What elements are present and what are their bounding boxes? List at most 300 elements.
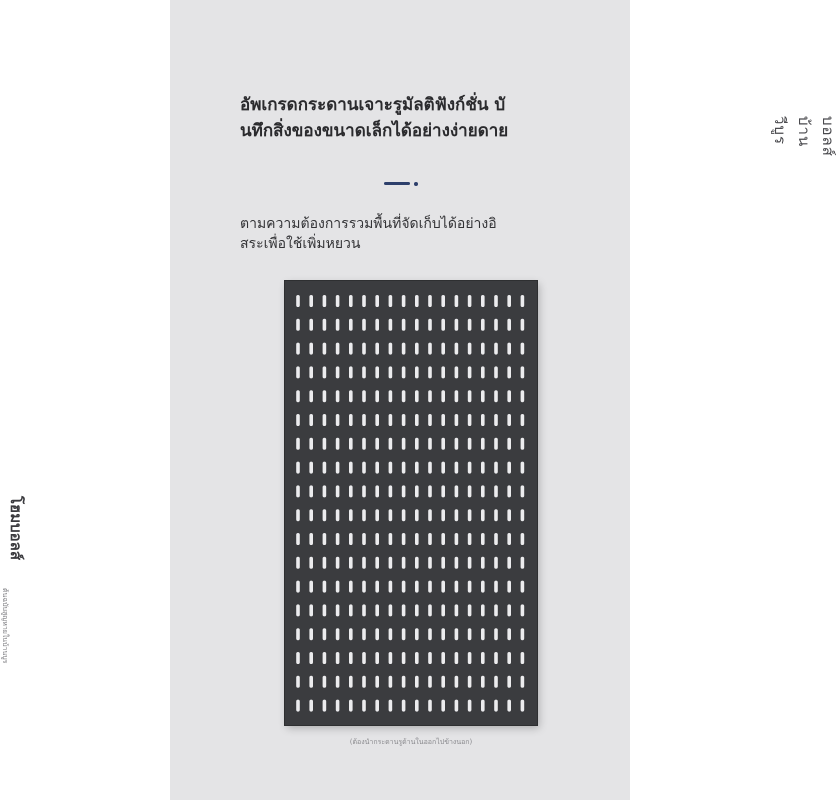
pegboard-slot: [521, 366, 525, 378]
pegboard-slot: [362, 581, 366, 593]
pegboard-slot: [415, 319, 419, 331]
pegboard-slot: [494, 604, 498, 616]
pegboard-slot: [428, 295, 432, 307]
pegboard-slot: [296, 533, 300, 545]
pegboard-slot: [415, 700, 419, 712]
pegboard-slot: [441, 438, 445, 450]
pegboard-slot: [441, 652, 445, 664]
pegboard-slot: [336, 533, 340, 545]
pegboard-slot: [428, 343, 432, 355]
pegboard-slot: [309, 533, 313, 545]
pegboard-slot: [441, 557, 445, 569]
pegboard-slot: [415, 509, 419, 521]
pegboard-slot: [441, 414, 445, 426]
pegboard-slot: [507, 295, 511, 307]
subheadline-line-1: ตามความต้องการรวมพื้นที่จัดเก็บได้อย่างอิ: [240, 216, 497, 232]
pegboard-slot: [336, 343, 340, 355]
pegboard-slot: [402, 533, 406, 545]
pegboard-slot: [507, 628, 511, 640]
pegboard-slot: [468, 509, 472, 521]
pegboard-slot: [389, 533, 393, 545]
pegboard-slot: [415, 628, 419, 640]
pegboard-slot: [323, 295, 327, 307]
pegboard-slot: [468, 652, 472, 664]
pegboard-slot: [402, 581, 406, 593]
image-caption: (ต้องนำกระดานรูด้านในออกไปข้างนอก): [349, 738, 473, 746]
pegboard-slot: [349, 414, 353, 426]
pegboard-slot: [309, 414, 313, 426]
pegboard-slot: [349, 485, 353, 497]
pegboard-slot: [441, 366, 445, 378]
pegboard-slot: [349, 581, 353, 593]
pegboard-slot: [507, 676, 511, 688]
pegboard-slot: [402, 628, 406, 640]
pegboard-slot: [428, 533, 432, 545]
pegboard-slot: [375, 652, 379, 664]
pegboard-slot: [375, 676, 379, 688]
pegboard-slot: [323, 628, 327, 640]
pegboard-slot: [428, 509, 432, 521]
pegboard-slot: [336, 319, 340, 331]
pegboard-slot: [455, 462, 459, 474]
pegboard-slot: [481, 462, 485, 474]
pegboard-slot: [521, 604, 525, 616]
pegboard-slot: [389, 485, 393, 497]
pegboard-slot: [455, 509, 459, 521]
pegboard-slot: [402, 509, 406, 521]
pegboard-slot: [362, 628, 366, 640]
pegboard-slot: [362, 509, 366, 521]
pegboard-slot: [441, 628, 445, 640]
pegboard-slot: [455, 557, 459, 569]
pegboard-slot: [468, 343, 472, 355]
pegboard-slot: [441, 676, 445, 688]
pegboard-slot: [336, 652, 340, 664]
pegboard-slot: [455, 676, 459, 688]
pegboard-slot: [455, 604, 459, 616]
pegboard-slot: [309, 509, 313, 521]
pegboard-slot: [402, 676, 406, 688]
pegboard-slot: [349, 652, 353, 664]
pegboard-slot: [362, 319, 366, 331]
pegboard-slot: [336, 438, 340, 450]
pegboard-slot: [428, 414, 432, 426]
pegboard-slot: [507, 700, 511, 712]
pegboard-slot: [389, 604, 393, 616]
pegboard-slot: [507, 604, 511, 616]
pegboard-slot: [309, 676, 313, 688]
pegboard-slot: [323, 366, 327, 378]
pegboard-slot: [494, 438, 498, 450]
pegboard-slot: [389, 462, 393, 474]
pegboard-slot: [296, 319, 300, 331]
pegboard-slot: [309, 295, 313, 307]
pegboard-slot: [362, 557, 366, 569]
pegboard-slot: [375, 533, 379, 545]
pegboard-slot: [349, 604, 353, 616]
pegboard-slot: [402, 390, 406, 402]
pegboard-slot: [468, 533, 472, 545]
pegboard-slot: [468, 676, 472, 688]
pegboard-slot: [441, 509, 445, 521]
pegboard-slot: [375, 557, 379, 569]
pegboard-slot: [494, 343, 498, 355]
pegboard-slot: [455, 533, 459, 545]
pegboard-slot: [362, 485, 366, 497]
pegboard-slot: [309, 652, 313, 664]
pegboard-slot: [494, 509, 498, 521]
pegboard-slot: [402, 462, 406, 474]
pegboard-slot: [468, 462, 472, 474]
pegboard-slot: [428, 581, 432, 593]
pegboard-slot: [415, 438, 419, 450]
pegboard-slot: [389, 390, 393, 402]
pegboard-slot: [521, 676, 525, 688]
pegboard-slot: [494, 390, 498, 402]
pegboard-slot: [521, 438, 525, 450]
pegboard-slot: [375, 485, 379, 497]
pegboard-slot: [455, 343, 459, 355]
pegboard-slot: [402, 343, 406, 355]
pegboard-slot: [428, 438, 432, 450]
right-vertical-text: [768, 116, 840, 179]
pegboard-slot: [362, 652, 366, 664]
pegboard-slot: [336, 676, 340, 688]
pegboard-slot: [336, 628, 340, 640]
accent-divider: [384, 182, 410, 185]
pegboard-slot: [494, 700, 498, 712]
right-vertical-word-1: บอลส์: [819, 116, 837, 157]
pegboard-slot: [468, 581, 472, 593]
pegboard-slot: [336, 414, 340, 426]
pegboard-slot: [481, 581, 485, 593]
pegboard-slot: [362, 700, 366, 712]
pegboard-slot: [323, 700, 327, 712]
pegboard-slot: [415, 533, 419, 545]
pegboard-slot: [402, 295, 406, 307]
pegboard-slot: [455, 366, 459, 378]
pegboard-slot: [415, 343, 419, 355]
pegboard-slot: [375, 628, 379, 640]
pegboard-slot: [428, 676, 432, 688]
pegboard-slot: [349, 438, 353, 450]
pegboard-slot: [507, 462, 511, 474]
pegboard-slot: [375, 462, 379, 474]
subheadline-line-2: สระเพื่อใช้เพิ่มหยวน: [240, 236, 361, 252]
pegboard-slot: [362, 676, 366, 688]
pegboard-slot: [309, 628, 313, 640]
pegboard-slot: [481, 509, 485, 521]
pegboard-slot: [389, 438, 393, 450]
pegboard-slot: [494, 533, 498, 545]
pegboard-slot: [455, 485, 459, 497]
pegboard-slot: [349, 509, 353, 521]
headline-line-1: อัพเกรดกระดานเจาะรูมัลติฟังก์ชั่น บั: [240, 95, 506, 115]
pegboard-slot: [296, 557, 300, 569]
pegboard-slot: [455, 700, 459, 712]
pegboard-slot: [323, 485, 327, 497]
pegboard-slot: [468, 628, 472, 640]
pegboard-slot: [468, 604, 472, 616]
pegboard-slot: [349, 676, 353, 688]
pegboard-slot: [481, 652, 485, 664]
pegboard-slot: [349, 557, 353, 569]
pegboard-slot: [428, 462, 432, 474]
pegboard-slot: [455, 295, 459, 307]
pegboard-slot: [362, 343, 366, 355]
pegboard-slot: [402, 414, 406, 426]
pegboard-slot: [362, 414, 366, 426]
pegboard-slot: [336, 462, 340, 474]
pegboard-slot: [521, 533, 525, 545]
pegboard-slot: [415, 485, 419, 497]
pegboard-slot: [481, 700, 485, 712]
pegboard-slot: [521, 557, 525, 569]
pegboard-slot: [389, 676, 393, 688]
pegboard-slot: [375, 414, 379, 426]
pegboard-slot: [362, 533, 366, 545]
pegboard-slot: [494, 319, 498, 331]
pegboard-slot: [481, 414, 485, 426]
pegboard-slot: [468, 557, 472, 569]
pegboard-slot: [309, 557, 313, 569]
pegboard-slot: [494, 485, 498, 497]
pegboard-slot: [494, 676, 498, 688]
pegboard-slot: [468, 366, 472, 378]
pegboard-slot: [323, 414, 327, 426]
pegboard-slot: [389, 628, 393, 640]
pegboard-slot: [296, 343, 300, 355]
pegboard-slot: [323, 509, 327, 521]
pegboard-slot: [375, 366, 379, 378]
pegboard-slot: [349, 366, 353, 378]
pegboard-slot: [349, 700, 353, 712]
pegboard-slot: [468, 438, 472, 450]
pegboard-slot: [349, 390, 353, 402]
pegboard-slot: [494, 295, 498, 307]
pegboard-slot: [309, 604, 313, 616]
pegboard-slot: [428, 652, 432, 664]
pegboard-slot: [521, 509, 525, 521]
pegboard-slot: [336, 485, 340, 497]
pegboard-slot: [521, 295, 525, 307]
pegboard-slot: [375, 343, 379, 355]
pegboard-slot: [309, 319, 313, 331]
pegboard-slot: [296, 414, 300, 426]
pegboard-slot: [468, 485, 472, 497]
pegboard-slot: [323, 652, 327, 664]
pegboard-slot: [402, 604, 406, 616]
pegboard-slot: [441, 462, 445, 474]
pegboard-slot: [336, 604, 340, 616]
pegboard-slot: [507, 319, 511, 331]
pegboard-slot: [309, 700, 313, 712]
pegboard-slot: [323, 581, 327, 593]
pegboard-slot: [389, 343, 393, 355]
pegboard-slot: [375, 390, 379, 402]
pegboard-slot: [323, 438, 327, 450]
pegboard-slot: [296, 485, 300, 497]
pegboard-slot: [389, 581, 393, 593]
pegboard-slot: [441, 533, 445, 545]
pegboard-slot: [309, 485, 313, 497]
pegboard-slot: [349, 628, 353, 640]
pegboard-slot: [468, 700, 472, 712]
pegboard-slot: [481, 343, 485, 355]
pegboard-slot: [494, 581, 498, 593]
pegboard-slot: [362, 438, 366, 450]
pegboard-slot: [481, 319, 485, 331]
pegboard-slot: [481, 533, 485, 545]
pegboard-slot: [521, 485, 525, 497]
brand-tagline-vertical: ต้นฉบับสูญหายในบ้านบูร: [1, 588, 9, 664]
pegboard-slot: [323, 604, 327, 616]
accent-dot: [414, 182, 418, 186]
pegboard-slot: [336, 700, 340, 712]
pegboard-slot: [296, 652, 300, 664]
pegboard-slot: [323, 343, 327, 355]
pegboard-slot: [455, 581, 459, 593]
pegboard-slot: [481, 676, 485, 688]
pegboard-slot: [521, 343, 525, 355]
pegboard-slot: [309, 343, 313, 355]
pegboard-slot: [521, 700, 525, 712]
pegboard-slot: [428, 628, 432, 640]
pegboard-slot: [441, 343, 445, 355]
pegboard-slot: [336, 557, 340, 569]
pegboard-slot: [296, 604, 300, 616]
pegboard-slot: [375, 295, 379, 307]
pegboard-slot: [507, 414, 511, 426]
pegboard-slot: [428, 557, 432, 569]
pegboard-slot: [428, 390, 432, 402]
pegboard-slots: [285, 281, 537, 725]
pegboard-slot: [309, 581, 313, 593]
pegboard-slot: [507, 343, 511, 355]
pegboard-slot: [481, 438, 485, 450]
pegboard-slot: [296, 390, 300, 402]
pegboard-slot: [494, 414, 498, 426]
pegboard-slot: [296, 581, 300, 593]
pegboard-slot: [441, 700, 445, 712]
pegboard-slot: [375, 438, 379, 450]
pegboard-slot: [521, 628, 525, 640]
pegboard-slot: [521, 414, 525, 426]
pegboard-slot: [323, 319, 327, 331]
pegboard-slot: [296, 366, 300, 378]
pegboard-slot: [481, 390, 485, 402]
pegboard-slot: [507, 366, 511, 378]
pegboard-slot: [468, 295, 472, 307]
pegboard-slot: [389, 319, 393, 331]
pegboard-slot: [415, 581, 419, 593]
pegboard-slot: [323, 676, 327, 688]
pegboard-slot: [349, 295, 353, 307]
pegboard-slot: [481, 604, 485, 616]
pegboard-slot: [507, 438, 511, 450]
pegboard-slot: [468, 319, 472, 331]
pegboard-slot: [375, 581, 379, 593]
pegboard-slot: [415, 390, 419, 402]
pegboard-slot: [494, 652, 498, 664]
pegboard-slot: [455, 390, 459, 402]
subheadline: [240, 214, 570, 254]
pegboard-slot: [428, 366, 432, 378]
pegboard-slot: [521, 390, 525, 402]
pegboard-slot: [362, 295, 366, 307]
pegboard-slot: [481, 485, 485, 497]
pegboard-slot: [415, 557, 419, 569]
pegboard-slot: [468, 414, 472, 426]
pegboard-slot: [494, 366, 498, 378]
pegboard-slot: [323, 390, 327, 402]
pegboard-slot: [507, 533, 511, 545]
pegboard-slot: [507, 390, 511, 402]
pegboard-slot: [296, 438, 300, 450]
pegboard-slot: [415, 652, 419, 664]
pegboard-slot: [336, 390, 340, 402]
headline-line-2: นทึกสิ่งของขนาดเล็กได้อย่างง่ายดาย: [240, 121, 509, 141]
pegboard-slot: [375, 700, 379, 712]
pegboard-slot: [296, 295, 300, 307]
pegboard-slot: [309, 438, 313, 450]
pegboard-slot: [389, 557, 393, 569]
pegboard-slot: [309, 390, 313, 402]
pegboard-slot: [481, 366, 485, 378]
pegboard-slot: [455, 414, 459, 426]
pegboard-slot: [402, 319, 406, 331]
pegboard-slot: [415, 604, 419, 616]
pegboard-slot: [507, 485, 511, 497]
pegboard-slot: [415, 295, 419, 307]
pegboard-slot: [323, 533, 327, 545]
pegboard-slot: [441, 295, 445, 307]
pegboard-slot: [415, 676, 419, 688]
pegboard-slot: [349, 343, 353, 355]
pegboard-slot: [402, 700, 406, 712]
pegboard-slot: [415, 414, 419, 426]
pegboard-slot: [415, 366, 419, 378]
pegboard-slot: [441, 485, 445, 497]
pegboard-slot: [349, 319, 353, 331]
pegboard-slot: [428, 604, 432, 616]
pegboard-slot: [441, 604, 445, 616]
pegboard-slot: [362, 366, 366, 378]
pegboard-slot: [507, 581, 511, 593]
pegboard-slot: [296, 628, 300, 640]
pegboard-slot: [362, 462, 366, 474]
pegboard-slot: [481, 628, 485, 640]
pegboard-slot: [428, 319, 432, 331]
pegboard-slot: [455, 628, 459, 640]
pegboard-slot: [441, 319, 445, 331]
pegboard-slot: [507, 652, 511, 664]
pegboard-slot: [402, 366, 406, 378]
pegboard-slot: [455, 438, 459, 450]
pegboard-slot: [402, 652, 406, 664]
pegboard-slot: [375, 604, 379, 616]
pegboard-slot: [336, 295, 340, 307]
pegboard-slot: [481, 295, 485, 307]
pegboard-slot: [507, 557, 511, 569]
pegboard-slot: [362, 604, 366, 616]
pegboard-slot: [323, 462, 327, 474]
pegboard-slot: [389, 414, 393, 426]
pegboard-slot: [441, 390, 445, 402]
pegboard-slot: [428, 485, 432, 497]
pegboard-slot: [336, 581, 340, 593]
pegboard-slot: [336, 366, 340, 378]
